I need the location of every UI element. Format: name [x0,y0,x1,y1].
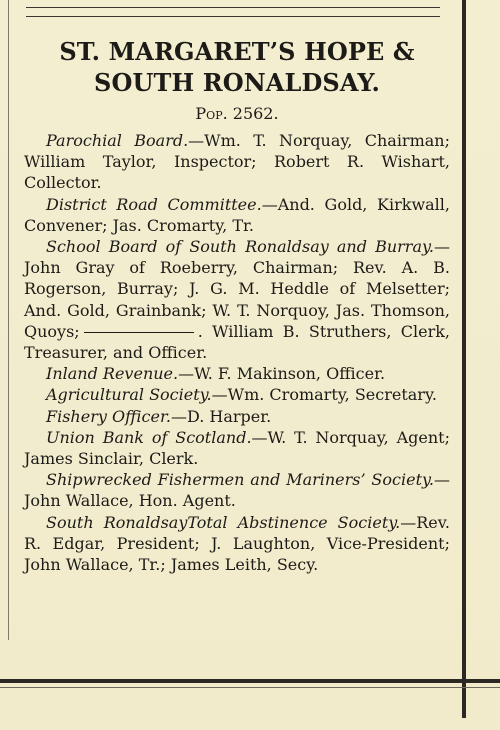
entry-inland-revenue [24,363,450,384]
right-column-line [462,0,466,718]
entry-text: —John Gray of Roeberry, Chairman; Rev. A. B. Rogerson, Burray; J. G. M. Heddle of Melsetter; And. Gold, Grainbank; W. T. Norquoy, Jas. Thomson, Quoys; [24,237,450,341]
bottom-rule [0,679,500,683]
entry-text: —Wm. Cromarty, Secretary. [211,385,437,405]
entry-title: District Road Committee. [46,194,262,214]
entry-title: Fishery Officer. [46,406,171,426]
entry-union-bank [24,427,450,469]
bottom-rule-secondary [0,687,500,688]
entry-title: Shipwrecked Fishermen and Mariners’ Society. [46,470,434,490]
entry-text: —D. Harper. [170,406,272,426]
entry-school-board [24,236,450,363]
entry-text: —John Wallace, Hon. Agent. [24,470,450,511]
entry-text: —W. F. Makinson, Officer. [178,364,386,384]
entry-text: —Wm. T. Norquay, Chairman; William Taylor, Inspector; Robert R. Wishart, Collector. [24,131,450,193]
entry-shipwrecked-society [24,469,450,511]
entry-title: Union Bank of Scotland. [46,427,252,447]
entry-title: Agricultural Society. [46,385,212,405]
directory-section [24,36,450,575]
entry-text: —And. Gold, Kirkwall, Convener; Jas. Cromarty, Tr. [24,194,450,235]
entry-title: Inland Revenue. [46,364,179,384]
entry-text: —Rev. R. Edgar, President; J. Laughton, Vice-President; John Wallace, Tr.; James Leith, Secy. [24,512,450,575]
entry-agricultural-society [24,384,450,405]
section-heading: ST. MARGARET’S HOPE & SOUTH RONALDSAY. [59,37,415,97]
entry-title: School Board of South Ronaldsay and Burray. [46,237,434,257]
entry-district-road-committee [24,194,450,236]
entry-fishery-officer [24,406,450,427]
entry-title: Parochial Board. [46,131,189,150]
entry-total-abstinence-society [24,512,450,576]
entries-list [24,130,450,575]
entry-text-continued: . William B. Struthers, Clerk, Treasurer, and Officer. [24,321,450,363]
entry-title: South RonaldsayTotal Abstinence Society. [46,512,401,532]
top-rule [26,7,440,8]
entry-text: —W. T. Norquay, Agent; James Sinclair, Clerk. [24,427,450,469]
population-line: Pop. 2562. [195,104,279,123]
blank-dash [84,332,194,333]
entry-parochial-board [24,130,450,194]
left-column-line [8,0,9,640]
top-rule-secondary [26,16,440,17]
